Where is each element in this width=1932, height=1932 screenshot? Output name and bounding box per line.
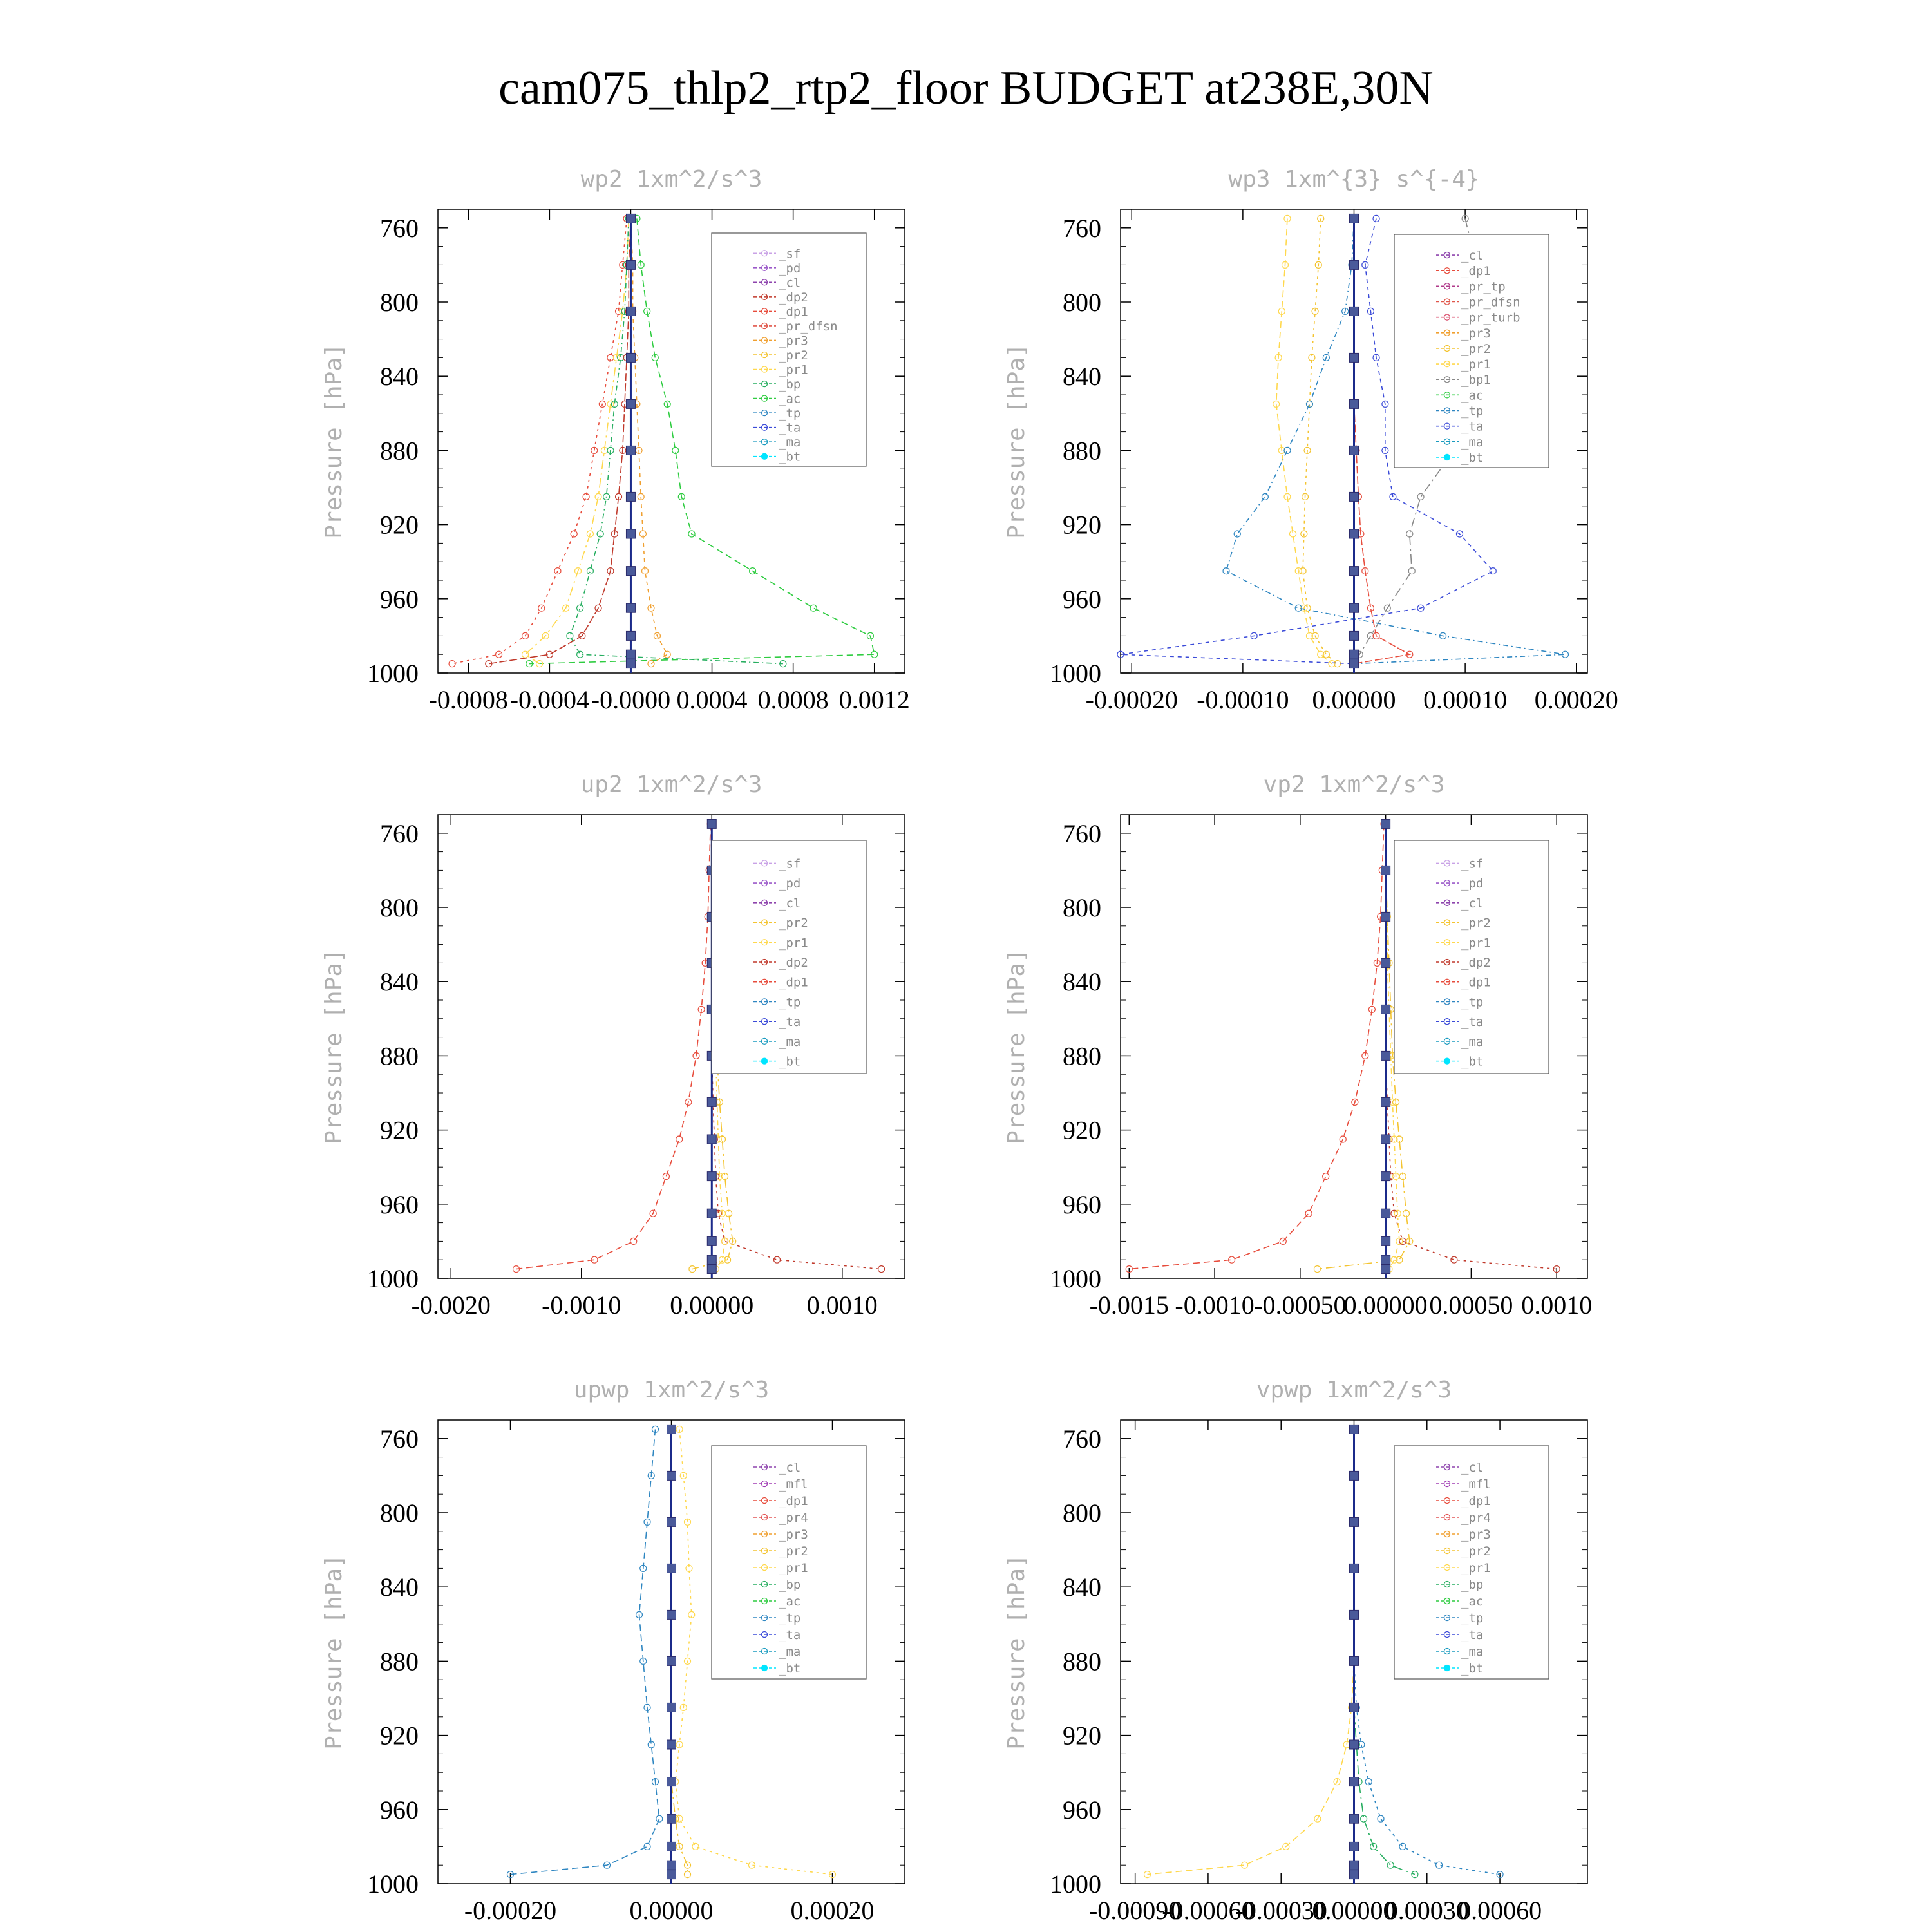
legend-label: _pr3	[1461, 1528, 1491, 1542]
y-tick-label: 760	[1063, 1424, 1101, 1454]
series-point_bp	[1412, 1871, 1418, 1878]
series-line_dp2	[489, 218, 631, 663]
zero-marker	[626, 567, 635, 576]
zero-marker	[667, 1517, 676, 1526]
legend-label: _cl	[779, 1461, 801, 1475]
zero-marker	[1381, 912, 1390, 921]
zero-marker	[1381, 819, 1390, 828]
legend-label: _pr1	[779, 1561, 808, 1575]
zero-marker	[1350, 659, 1359, 668]
y-tick-label: 840	[1063, 967, 1101, 997]
y-tick-label: 880	[380, 1041, 419, 1071]
legend-label: _pr2	[779, 1544, 808, 1558]
series-line_dp1	[516, 824, 711, 1269]
zero-marker	[707, 819, 716, 828]
legend-label: _dp2	[779, 956, 808, 970]
series-point_tp	[1399, 1843, 1406, 1850]
legend-label: _pd	[1461, 876, 1484, 891]
panel-title: wp3 1xm^{3} s^{-4}	[1228, 166, 1480, 193]
zero-marker	[707, 1236, 716, 1245]
zero-marker	[1381, 1236, 1390, 1245]
legend-marker	[1444, 454, 1450, 460]
series-point_pr3	[664, 651, 670, 658]
y-tick-label: 840	[380, 967, 419, 997]
y-tick-label: 920	[1063, 1115, 1101, 1145]
zero-marker	[626, 492, 635, 501]
series-point_pr2	[1314, 1266, 1320, 1273]
zero-marker	[667, 1814, 676, 1823]
legend-label: _ma	[779, 1645, 801, 1659]
legend-label: _dp2	[779, 290, 808, 305]
y-tick-label: 1000	[367, 1264, 419, 1293]
zero-marker	[707, 1097, 716, 1106]
y-tick-label: 760	[380, 819, 419, 848]
series-point_ta	[1490, 568, 1496, 574]
zero-marker	[1381, 1097, 1390, 1106]
y-tick-label: 960	[380, 1795, 419, 1824]
series-line_tp	[511, 1429, 659, 1874]
x-tick-label: -0.00030	[1235, 1896, 1327, 1925]
y-tick-label: 960	[1063, 1795, 1101, 1824]
series-point_dp1	[571, 531, 577, 537]
y-tick-label: 1000	[367, 659, 419, 688]
zero-marker	[626, 307, 635, 316]
zero-marker	[1350, 214, 1359, 223]
zero-marker	[1381, 1265, 1390, 1274]
x-tick-label: -0.0010	[542, 1291, 621, 1320]
zero-marker	[626, 260, 635, 269]
zero-marker	[1350, 1870, 1359, 1879]
y-axis-label: Pressure [hPa]	[321, 949, 347, 1144]
x-tick-label: -0.0010	[1175, 1291, 1255, 1320]
legend-label: _bp	[779, 1578, 801, 1592]
series-point_dp2	[1451, 1256, 1457, 1263]
legend-label: _cl	[1461, 249, 1484, 263]
legend-label: _ma	[779, 435, 801, 450]
series-point_dp2	[774, 1256, 781, 1263]
zero-marker	[1350, 1814, 1359, 1823]
x-tick-label: 0.00030	[1385, 1896, 1469, 1925]
y-tick-label: 960	[1063, 584, 1101, 614]
y-tick-label: 760	[1063, 819, 1101, 848]
y-tick-label: 1000	[367, 1870, 419, 1899]
y-tick-label: 920	[380, 1721, 419, 1750]
legend-label: _tp	[779, 406, 801, 421]
y-tick-label: 880	[380, 1647, 419, 1676]
zero-marker	[667, 1656, 676, 1665]
y-tick-label: 920	[380, 510, 419, 540]
panel-up2	[321, 772, 905, 1320]
series-point_dp1	[676, 1136, 683, 1142]
x-tick-label: 0.00000	[670, 1291, 754, 1320]
zero-marker	[1381, 1255, 1390, 1264]
panel-title: wp2 1xm^2/s^3	[580, 166, 762, 193]
legend-label: _tp	[1461, 995, 1484, 1010]
zero-marker	[667, 1861, 676, 1870]
x-tick-label: -0.0020	[411, 1291, 491, 1320]
zero-marker	[1350, 603, 1359, 612]
zero-marker	[1350, 1425, 1359, 1434]
zero-marker	[667, 1610, 676, 1619]
series-point_bp	[587, 568, 593, 574]
y-axis-label: Pressure [hPa]	[1003, 949, 1030, 1144]
y-tick-label: 840	[380, 362, 419, 392]
zero-marker	[1381, 1005, 1390, 1014]
y-tick-label: 1000	[1050, 659, 1101, 688]
legend-label: _bt	[779, 450, 801, 464]
legend-label: _pd	[779, 261, 801, 276]
series-line_pr1	[1276, 218, 1332, 663]
legend-label: _pr2	[1461, 341, 1491, 356]
x-tick-label: 0.00000	[1312, 1896, 1396, 1925]
legend-label: _bt	[779, 1662, 801, 1676]
series-point_tp	[656, 1815, 663, 1822]
legend-label: _pr2	[1461, 916, 1491, 931]
zero-marker	[667, 1740, 676, 1749]
legend-label: _bt	[779, 1054, 801, 1069]
legend-label: _sf	[779, 857, 801, 871]
zero-marker	[1350, 1861, 1359, 1870]
legend-label: _sf	[779, 247, 801, 261]
zero-marker	[1350, 353, 1359, 362]
x-tick-label: -0.0008	[428, 685, 508, 714]
zero-marker	[707, 1172, 716, 1181]
series-point_tp	[1234, 531, 1240, 537]
x-tick-label: 0.0004	[676, 685, 748, 714]
y-tick-label: 760	[380, 213, 419, 243]
x-tick-label: -0.00050	[1254, 1291, 1347, 1320]
legend-label: _ac	[779, 392, 801, 406]
legend-label: _mfl	[1461, 1477, 1491, 1492]
x-tick-label: -0.00090	[1088, 1896, 1182, 1925]
y-tick-label: 760	[1063, 213, 1101, 243]
y-tick-label: 840	[1063, 362, 1101, 392]
zero-marker	[1381, 958, 1390, 967]
zero-marker	[626, 659, 635, 668]
panel-title: vpwp 1xm^2/s^3	[1256, 1377, 1452, 1403]
x-tick-label: 0.00020	[790, 1896, 875, 1925]
zero-marker	[707, 1265, 716, 1274]
y-tick-label: 800	[380, 1499, 419, 1528]
legend-label: _tp	[779, 1611, 801, 1625]
legend-label: _pr1	[1461, 1561, 1491, 1575]
series-point_bp	[577, 605, 583, 611]
zero-marker	[1381, 1172, 1390, 1181]
zero-marker	[667, 1842, 676, 1851]
series-point_pr2	[685, 1871, 691, 1878]
legend-label: _pr3	[779, 1528, 808, 1542]
y-tick-label: 800	[1063, 893, 1101, 922]
zero-marker	[667, 1703, 676, 1712]
panel-wp2	[321, 166, 910, 714]
legend-marker	[1444, 1665, 1450, 1671]
y-axis-label: Pressure [hPa]	[321, 1554, 347, 1750]
legend-marker	[762, 453, 768, 459]
x-tick-label: 0.00060	[1458, 1896, 1542, 1925]
legend-label: _bt	[1461, 1054, 1484, 1069]
zero-marker	[1350, 1740, 1359, 1749]
y-tick-label: 1000	[1050, 1870, 1101, 1899]
legend-label: _dp1	[1461, 264, 1491, 279]
zero-marker	[667, 1564, 676, 1573]
legend-label: _pr4	[779, 1511, 808, 1525]
y-tick-label: 800	[380, 893, 419, 922]
zero-marker	[1350, 529, 1359, 538]
zero-marker	[707, 1135, 716, 1144]
legend-label: _dp1	[1461, 1494, 1491, 1508]
series-point_dp1	[1340, 1136, 1346, 1142]
x-tick-label: 0.00000	[1312, 685, 1396, 714]
series-point_pr1	[522, 651, 529, 658]
panel-wp3	[1003, 166, 1618, 714]
zero-marker	[1350, 307, 1359, 316]
zero-marker	[626, 650, 635, 659]
legend-label: _bp	[779, 377, 801, 392]
legend-label: _dp1	[779, 1494, 808, 1508]
series-point_bp1	[1417, 493, 1424, 500]
panel-vpwp	[1003, 1377, 1587, 1925]
zero-marker	[1350, 1471, 1359, 1480]
legend-label: _pr1	[1461, 936, 1491, 951]
zero-marker	[1350, 1842, 1359, 1851]
y-axis-label: Pressure [hPa]	[1003, 1554, 1030, 1750]
zero-marker	[1350, 1610, 1359, 1619]
y-axis-label: Pressure [hPa]	[321, 343, 347, 539]
series-line_pr1	[1148, 1429, 1354, 1874]
series-line_pr1	[526, 218, 629, 663]
figure-title: cam075_thlp2_rtp2_floor BUDGET at238E,30N	[498, 62, 1434, 115]
y-tick-label: 760	[380, 1424, 419, 1454]
legend-label: _bp1	[1461, 373, 1491, 388]
zero-marker	[626, 214, 635, 223]
x-tick-label: -0.00020	[1085, 685, 1178, 714]
panel-title: vp2 1xm^2/s^3	[1263, 772, 1445, 798]
zero-marker	[1381, 1135, 1390, 1144]
zero-marker	[1350, 260, 1359, 269]
legend-label: _dp1	[779, 305, 808, 319]
legend-label: _ac	[779, 1595, 801, 1609]
series-line_pr3	[631, 218, 668, 663]
panel-title: upwp 1xm^2/s^3	[573, 1377, 770, 1403]
y-tick-label: 880	[380, 436, 419, 466]
zero-marker	[1350, 567, 1359, 576]
legend-marker	[762, 1058, 768, 1064]
legend-label: _dp2	[1461, 956, 1491, 970]
legend-label: _dp1	[1461, 975, 1491, 990]
zero-marker	[667, 1471, 676, 1480]
series-point_bp	[618, 354, 624, 361]
series-point_bp	[567, 632, 573, 639]
series-point_tp	[1262, 493, 1268, 500]
y-tick-label: 880	[1063, 1041, 1101, 1071]
zero-marker	[1350, 1703, 1359, 1712]
x-tick-label: 0.00000	[629, 1896, 714, 1925]
zero-marker	[1350, 1656, 1359, 1665]
legend-label: _pd	[779, 876, 801, 891]
y-tick-label: 960	[1063, 1189, 1101, 1219]
x-tick-label: -0.0015	[1089, 1291, 1169, 1320]
series-point_dp1	[1305, 1210, 1312, 1217]
legend-label: _ta	[1461, 1628, 1484, 1642]
y-tick-label: 960	[380, 584, 419, 614]
zero-marker	[667, 1870, 676, 1879]
zero-marker	[1350, 399, 1359, 408]
zero-marker	[1350, 1777, 1359, 1786]
series-point_tp	[1223, 568, 1229, 574]
series-point_tp	[1365, 1779, 1372, 1785]
panel-upwp	[321, 1377, 905, 1925]
zero-marker	[1381, 866, 1390, 875]
legend-label: _pr3	[1461, 326, 1491, 341]
y-tick-label: 840	[1063, 1573, 1101, 1602]
zero-marker	[667, 1777, 676, 1786]
x-tick-label: 0.0012	[838, 685, 910, 714]
zero-marker	[626, 529, 635, 538]
y-tick-label: 880	[1063, 436, 1101, 466]
y-tick-label: 840	[380, 1573, 419, 1602]
legend-label: _pr3	[779, 334, 808, 348]
y-axis-label: Pressure [hPa]	[1003, 343, 1030, 539]
legend-label: _sf	[1461, 857, 1484, 871]
x-tick-label: -0.00010	[1197, 685, 1289, 714]
series-point_dp2	[878, 1266, 885, 1273]
legend-label: _ma	[1461, 1645, 1484, 1659]
legend-label: _pr1	[779, 363, 808, 377]
series-line_pr2	[1303, 218, 1338, 663]
legend-label: _cl	[1461, 896, 1484, 911]
legend-label: _ta	[779, 421, 801, 435]
legend-label: _pr_dfsn	[1461, 295, 1520, 310]
series-point_pr3	[648, 661, 654, 667]
series-point_ta	[1373, 215, 1379, 222]
x-tick-label: 0.00010	[1423, 685, 1508, 714]
panel-title: up2 1xm^2/s^3	[580, 772, 762, 798]
zero-marker	[626, 603, 635, 612]
legend-label: _pr2	[1461, 1544, 1491, 1558]
legend-label: _ta	[1461, 1015, 1484, 1030]
zero-marker	[626, 353, 635, 362]
series-point_dp1	[1323, 1173, 1329, 1180]
series-point_dp1	[663, 1173, 669, 1180]
legend-label: _pr1	[1461, 357, 1491, 372]
series-point_bp	[597, 531, 603, 537]
x-tick-label: -0.00060	[1162, 1896, 1255, 1925]
x-tick-label: 0.00000	[1343, 1291, 1428, 1320]
zero-marker	[1350, 1517, 1359, 1526]
legend-label: _mfl	[779, 1477, 808, 1492]
x-tick-label: -0.0004	[509, 685, 590, 714]
y-tick-label: 920	[1063, 510, 1101, 540]
x-tick-label: 0.00050	[1429, 1291, 1513, 1320]
zero-marker	[1350, 1564, 1359, 1573]
series-point_tp	[1378, 1815, 1384, 1822]
zero-marker	[626, 446, 635, 455]
legend-label: _pr2	[779, 348, 808, 363]
zero-marker	[1350, 631, 1359, 640]
series-point_bp	[1387, 1862, 1394, 1868]
legend-label: _bt	[1461, 450, 1484, 465]
series-point_tp	[644, 1843, 650, 1850]
legend-label: _cl	[779, 276, 801, 290]
legend-label: _dp1	[779, 975, 808, 990]
series-line_dp1	[452, 218, 627, 663]
legend-label: _ta	[1461, 419, 1484, 434]
y-tick-label: 1000	[1050, 1264, 1101, 1293]
legend-marker	[1444, 1058, 1450, 1064]
y-tick-label: 960	[380, 1189, 419, 1219]
zero-marker	[1350, 446, 1359, 455]
zero-marker	[707, 1209, 716, 1218]
zero-marker	[626, 631, 635, 640]
legend-label: _cl	[1461, 1461, 1484, 1475]
legend-label: _cl	[779, 896, 801, 911]
legend-label: _ma	[779, 1034, 801, 1049]
legend-label: _tp	[1461, 404, 1484, 419]
x-tick-label: -0.0000	[591, 685, 671, 714]
legend-label: _pr2	[779, 916, 808, 931]
legend-label: _ac	[1461, 1595, 1484, 1609]
legend-label: _pr_dfsn	[779, 319, 838, 334]
y-tick-label: 800	[380, 288, 419, 317]
y-tick-label: 800	[1063, 1499, 1101, 1528]
y-tick-label: 800	[1063, 288, 1101, 317]
legend-label: _bt	[1461, 1662, 1484, 1676]
zero-marker	[667, 1425, 676, 1434]
series-point_dp1	[630, 1238, 637, 1244]
y-tick-label: 920	[1063, 1721, 1101, 1750]
legend-label: _tp	[779, 995, 801, 1010]
zero-marker	[1350, 650, 1359, 659]
y-tick-label: 880	[1063, 1647, 1101, 1676]
legend-label: _ma	[1461, 435, 1484, 450]
legend-label: _bp	[1461, 1578, 1484, 1592]
legend-label: _pr1	[779, 936, 808, 951]
panel-vp2	[1003, 772, 1592, 1320]
zero-marker	[707, 1255, 716, 1264]
y-tick-label: 920	[380, 1115, 419, 1145]
legend-label: _pr_tp	[1461, 279, 1506, 294]
x-tick-label: 0.0010	[1521, 1291, 1593, 1320]
legend-label: _tp	[1461, 1611, 1484, 1625]
series-line_pr2	[672, 1429, 688, 1874]
legend-label: _ta	[779, 1628, 801, 1642]
legend-marker	[762, 1665, 768, 1671]
x-tick-label: 0.00020	[1534, 685, 1618, 714]
zero-marker	[1381, 1209, 1390, 1218]
legend-label: _ac	[1461, 388, 1484, 403]
legend-label: _pr4	[1461, 1511, 1491, 1525]
zero-marker	[1350, 492, 1359, 501]
x-tick-label: -0.00020	[464, 1896, 557, 1925]
x-tick-label: 0.0010	[806, 1291, 878, 1320]
series-point_ac	[810, 605, 817, 611]
legend-label: _ta	[779, 1015, 801, 1030]
legend-label: _pr_turb	[1461, 310, 1520, 325]
zero-marker	[626, 399, 635, 408]
series-line_dp1	[1129, 824, 1384, 1269]
zero-marker	[1381, 1051, 1390, 1060]
series-point_pr1	[692, 1843, 699, 1850]
x-tick-label: 0.0008	[757, 685, 829, 714]
legend-label: _ma	[1461, 1034, 1484, 1049]
